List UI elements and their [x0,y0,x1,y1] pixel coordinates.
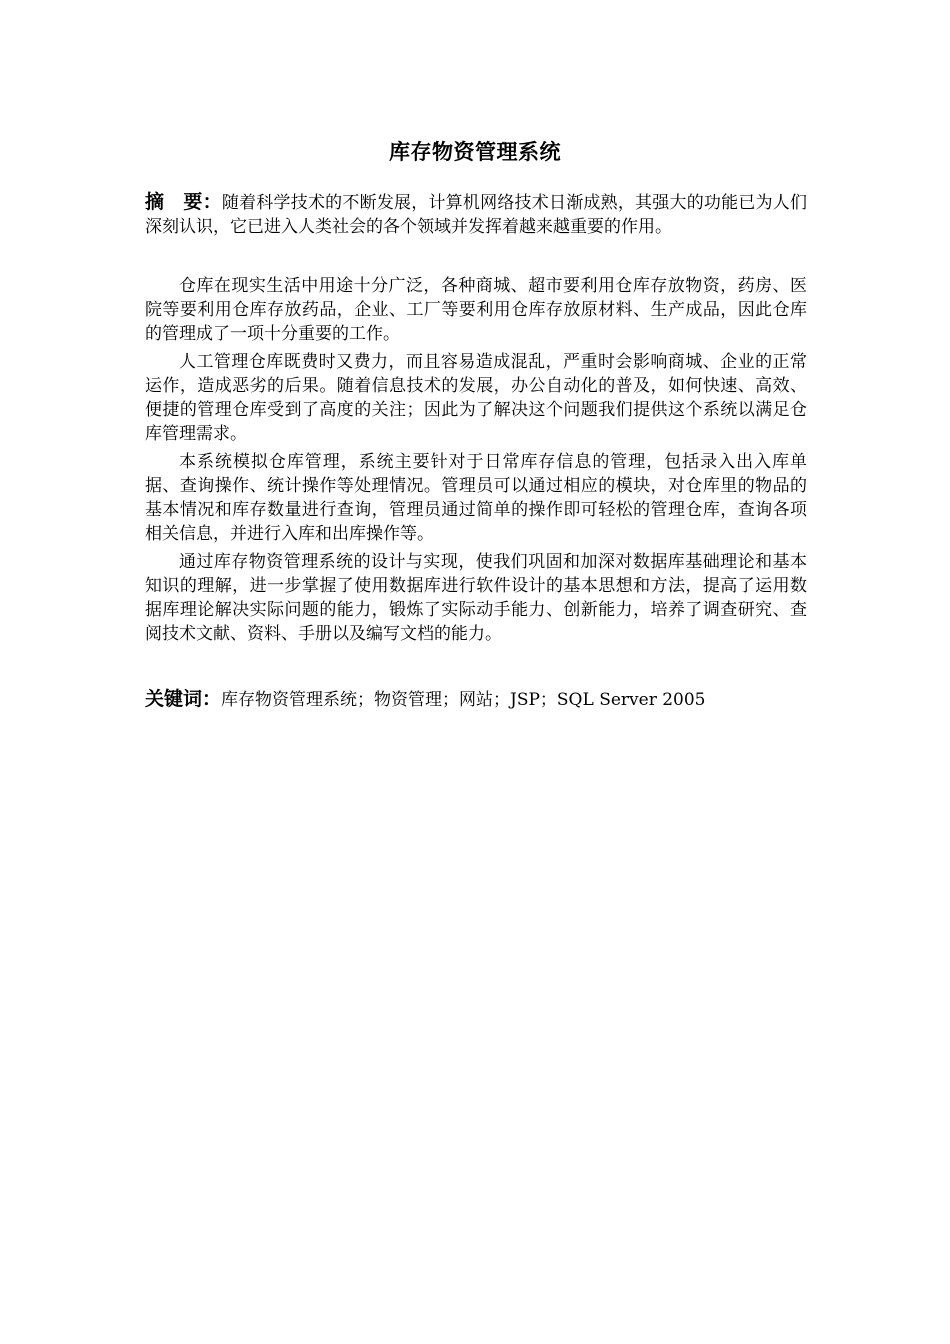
abstract-intro-paragraph [145,190,807,239]
abstract-paragraph-4: 通过库存物资管理系统的设计与实现，使我们巩固和加深对数据库基础理论和基本知识的理解，进一步掌握了使用数据库进行软件设计的基本思想和方法，提高了运用数据库理论解决实际问题的能力，锻炼了实际动手能力、创新能力，培养了调查研究、查阅技术文献、资料、手册以及编写文档的能力。 [145,552,807,644]
keywords-line [145,686,807,713]
keywords-text: 库存物资管理系统；物资管理；网站；JSP；SQL Server 2005 [221,690,706,710]
keywords-label: 关键词： [145,688,222,710]
abstract-paragraph-2: 人工管理仓库既费时又费力，而且容易造成混乱，严重时会影响商城、企业的正常运作，造成恶劣的后果。随着信息技术的发展，办公自动化的普及，如何快速、高效、便捷的管理仓库受到了高度的关注；因此为了解决这个问题我们提供这个系统以满足仓库管理需求。 [145,352,807,444]
abstract-paragraph-3: 本系统模拟仓库管理，系统主要针对于日常库存信息的管理，包括录入出入库单据、查询操作、统计操作等处理情况。管理员可以通过相应的模块，对仓库里的物品的基本情况和库存数量进行查询，管理员通过简单的操作即可轻松的管理仓库，查询各项相关信息，并进行入库和出库操作等。 [145,452,807,544]
document-title: 库存物资管理系统 [389,140,561,164]
abstract-label: 摘 要： [145,191,222,213]
abstract-intro-text: 随着科学技术的不断发展，计算机网络技术日渐成熟，其强大的功能已为人们深刻认识，它已进入人类社会的各个领域并发挥着越来越重要的作用。 [145,193,807,237]
abstract-paragraph-1: 仓库在现实生活中用途十分广泛，各种商城、超市要利用仓库存放物资，药房、医院等要利用仓库存放药品，企业、工厂等要利用仓库存放原材料、生产成品，因此仓库的管理成了一项十分重要的工作。 [145,276,807,344]
